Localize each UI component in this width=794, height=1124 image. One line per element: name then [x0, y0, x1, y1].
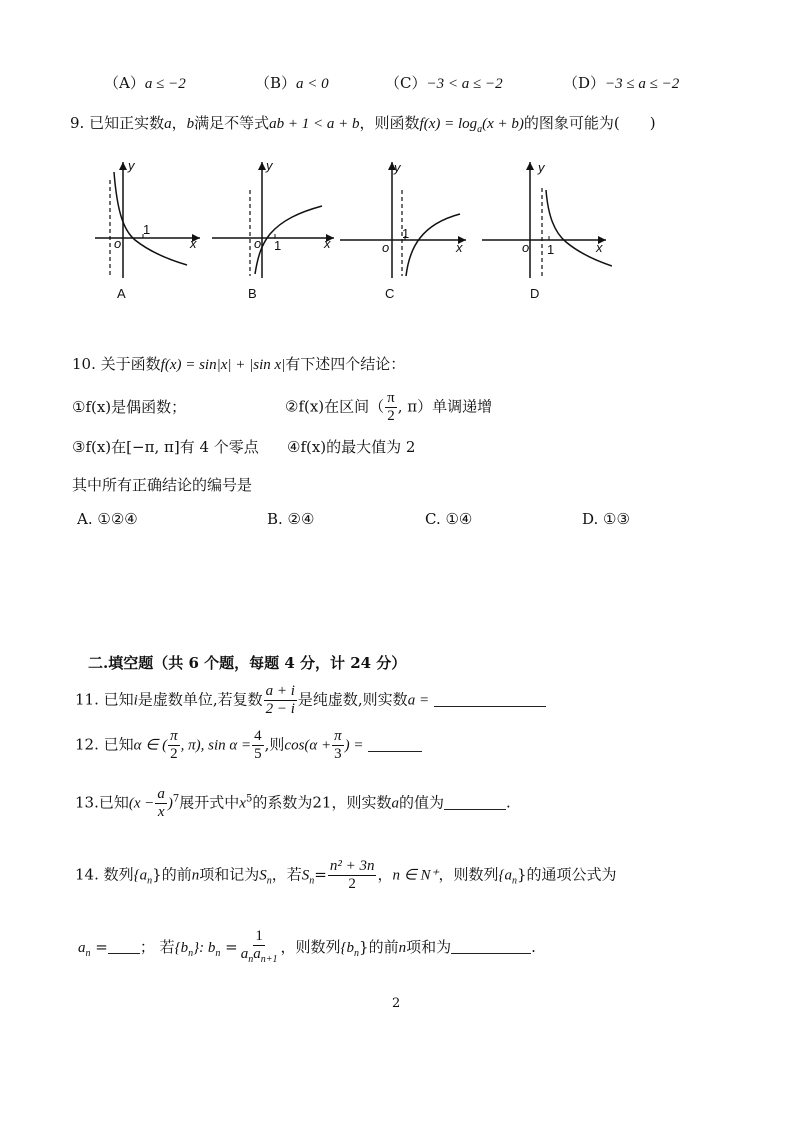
graph-b-one: 1 — [274, 238, 282, 253]
graph-b-label: B — [248, 286, 257, 301]
q12-pi-over-3: $\frac{\pi}{3}$ — [334, 728, 342, 762]
graph-a-label: A — [117, 286, 126, 301]
q13-a-over-x: $\frac{a}{x}$ — [157, 786, 165, 820]
q12-answer-blank[interactable] — [368, 737, 422, 752]
q8-option-d: （D）−3 ≤ a ≤ −2 — [563, 74, 680, 92]
graph-b — [212, 160, 337, 280]
question-12: 12. 已知α ∈ ( $\frac{\pi}{2}$ , π), sin α = $\frac{4}{5}$ ,则cos(α + $\frac{\pi}{3}$ ) = — [75, 728, 422, 763]
q10-pi-over-2: $\frac{\pi}{2}$ — [387, 390, 395, 424]
q10-conclusion-4: ④f(x)的最大值为 2 — [287, 438, 416, 456]
page-number: 2 — [392, 996, 401, 1011]
graph-a — [95, 160, 205, 280]
q10-conclusion-1: ①f(x)是偶函数； — [72, 398, 187, 416]
section-2-title: 二.填空题（共 6 个题，每题 4 分，计 24 分） — [88, 654, 407, 672]
graph-a-x-label: x — [190, 236, 197, 251]
q14-sn-fraction: $\frac{\text{n² + 3n}}{2}$ — [329, 858, 375, 892]
q11-answer-blank[interactable] — [434, 692, 546, 707]
graph-a-one: 1 — [143, 222, 151, 237]
question-14-line-2: $a_n$ = ； 若$\{b_n\}$: $b_n$ = $\frac{1}{a_na_{n+1}}$ ，则数列$\{b_n\}$的前n项和为 . — [78, 928, 536, 968]
graph-b-y-label: y — [266, 158, 273, 173]
graph-a-origin: o — [114, 236, 122, 251]
q10-option-a: A. ①②④ — [77, 510, 138, 528]
q10-option-c: C. ①④ — [425, 510, 473, 528]
graph-a-y-label: y — [128, 158, 135, 173]
q12-four-fifths: $\frac{4}{5}$ — [254, 728, 262, 762]
graph-c — [340, 160, 470, 280]
q10-option-d: D. ①③ — [582, 510, 630, 528]
graph-d-label: D — [530, 286, 540, 301]
q14-tn-answer-blank[interactable] — [451, 939, 531, 954]
graph-c-label: C — [385, 286, 395, 301]
question-14: 14. 数列$\{a_n\}$的前n项和记为$S_n$，若$S_n=$ $\frac{\text{n² + 3n}}{2}$ ，n ∈ N⁺，则数列$\{a_n\}$的通项公式为 — [75, 858, 617, 892]
graph-c-x-label: x — [456, 240, 463, 255]
question-9: 9. 已知正实数a，b满足不等式ab + 1 < a + b，则函数$f(x) = \log_a(x + b)$的图象可能为( ) — [70, 114, 656, 135]
q13-answer-blank[interactable] — [444, 795, 506, 810]
graph-d — [482, 160, 612, 280]
question-10: 10. 关于函数f(x) = sin|x| + |sin x|有下述四个结论： — [72, 355, 406, 373]
graph-d-one: 1 — [547, 242, 555, 257]
q10-conclusion-3: ③f(x)在[−π, π]有 4 个零点 — [72, 438, 259, 456]
q8-option-a: （A）a ≤ −2 — [104, 74, 186, 92]
q8-option-c: （C）−3 < a ≤ −2 — [385, 74, 503, 92]
q12-pi-over-2: $\frac{\pi}{2}$ — [170, 728, 178, 762]
q8-option-b: （B）a < 0 — [255, 74, 329, 92]
graph-b-x-label: x — [324, 236, 331, 251]
q14-an-answer-blank[interactable] — [108, 939, 140, 954]
question-13: 13.已知(x − $\frac{a}{x}$ )$^7$展开式中$x^5$的系数为21，则实数a的值为 . — [75, 786, 511, 820]
question-11: 11. 已知i是虚数单位,若复数 $\frac{a + i}{2 - i}$ 是纯虚数,则实数a = — [75, 683, 546, 718]
graph-c-origin: o — [382, 240, 390, 255]
graph-d-y-label: y — [538, 160, 545, 175]
graph-d-origin: o — [522, 240, 530, 255]
graph-c-one: 1 — [402, 226, 410, 241]
graph-d-x-label: x — [596, 240, 603, 255]
graph-b-origin: o — [254, 236, 262, 251]
q10-option-b: B. ②④ — [267, 510, 315, 528]
q11-fraction: $\frac{a + i}{2 - i}$ — [265, 683, 295, 717]
q10-prompt: 其中所有正确结论的编号是 — [72, 476, 253, 494]
q10-conclusion-2: ②f(x)在区间（ $\frac{\pi}{2}$ , π）单调递增 — [285, 390, 493, 424]
graph-c-y-label: y — [394, 160, 401, 175]
q14-bn-fraction: $\frac{1}{a_na_{n+1}}$ — [240, 928, 278, 965]
